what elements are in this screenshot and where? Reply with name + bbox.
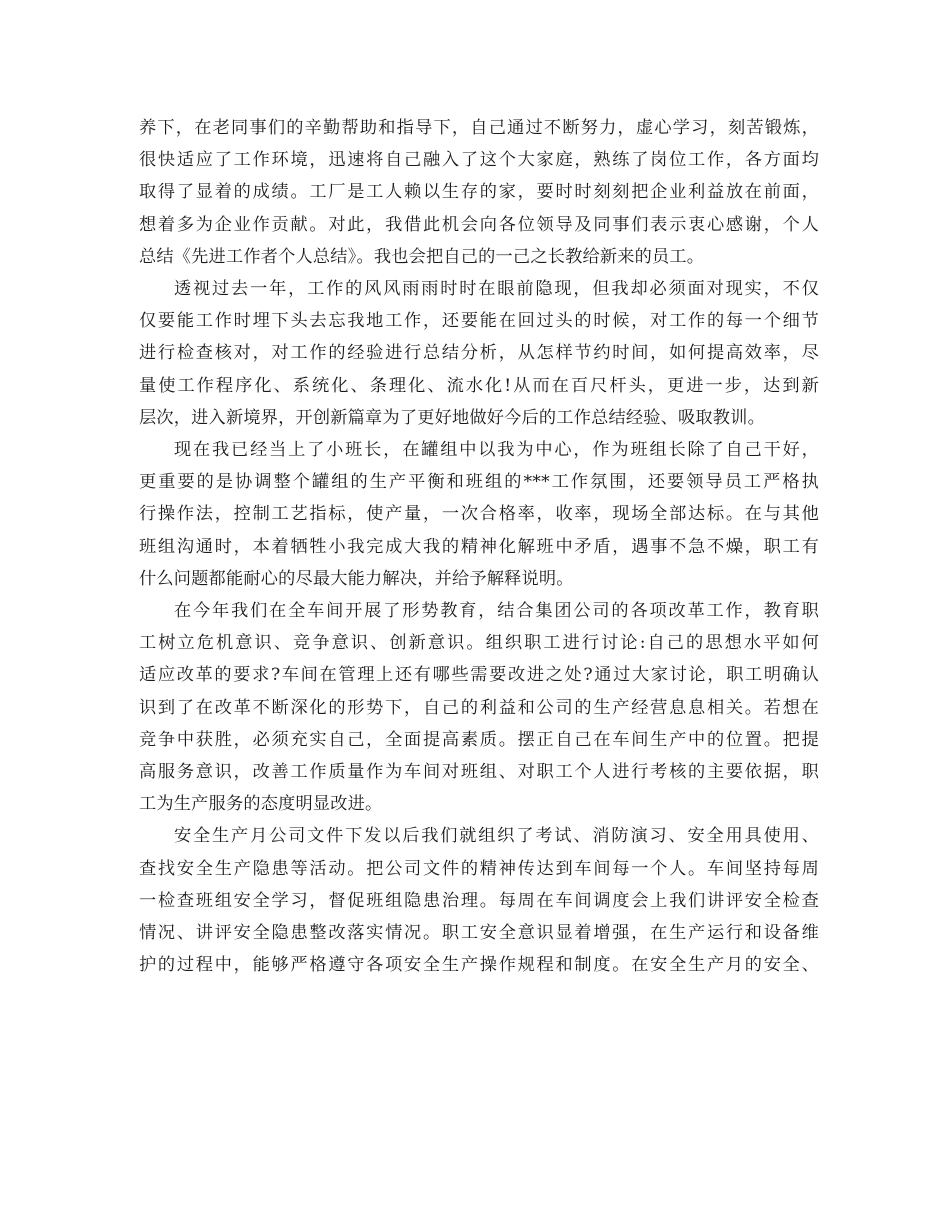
text-line: 一检查班组安全学习，督促班组隐患治理。每周在车间调度会上我们讲评安全检查 <box>139 890 819 911</box>
text-line: 养下，在老同事们的辛勤帮助和指导下，自己通过不断努力，虚心学习，刻苦锻炼， <box>139 118 819 138</box>
text-line: 量使工作程序化、系统化、条理化、流水化!从而在百尺杆头，更进一步，达到新 <box>139 375 819 396</box>
text-line: 透视过去一年，工作的风风雨雨时时在眼前隐现，但我却必须面对现实，不仅 <box>174 279 819 300</box>
text-line: 安全生产月公司文件下发以后我们就组织了考试、消防演习、安全用具使用、 <box>174 826 819 847</box>
text-line: 取得了显着的成绩。工厂是工人赖以生存的家，要时时刻刻把企业利益放在前面， <box>139 182 819 203</box>
text-line: 查找安全生产隐患等活动。把公司文件的精神传达到车间每一个人。车间坚持每周 <box>139 858 819 879</box>
text-line: 高服务意识，改善工作质量作为车间对班组、对职工个人进行考核的主要依据，职 <box>139 762 819 783</box>
text-line: 进行检查核对，对工作的经验进行总结分析，从怎样节约时间，如何提高效率，尽 <box>139 343 819 364</box>
text-line: 仅要能工作时埋下头去忘我地工作，还要能在回过头的时候，对工作的每一个细节 <box>139 311 819 332</box>
text-line: 层次，进入新境界，开创新篇章为了更好地做好今后的工作总结经验、吸取教训。 <box>139 407 765 428</box>
text-line: 现在我已经当上了小班长，在罐组中以我为中心，作为班组长除了自己干好， <box>174 440 819 461</box>
text-line: 行操作法，控制工艺指标，使产量，一次合格率，收率，现场全部达标。在与其他 <box>139 504 819 525</box>
paragraph-2 <box>139 273 819 434</box>
text-line: 竞争中获胜，必须充实自己，全面提高素质。摆正自己在车间生产中的位置。把提 <box>139 729 819 750</box>
paragraph-3 <box>139 434 819 595</box>
text-line: 工树立危机意识、竞争意识、创新意识。组织职工进行讨论:自己的思想水平如何 <box>139 633 819 654</box>
text-line: 在今年我们在全车间开展了形势教育，结合集团公司的各项改革工作，教育职 <box>174 601 819 622</box>
document-page <box>139 112 819 981</box>
text-line: 更重要的是协调整个罐组的生产平衡和班组的***工作氛围，还要领导员工严格执 <box>139 472 819 493</box>
text-line: 护的过程中，能够严格遵守各项安全生产操作规程和制度。在安全生产月的安全、 <box>139 955 819 976</box>
paragraph-5 <box>139 820 819 981</box>
paragraph-4 <box>139 595 819 820</box>
text-line: 总结《先进工作者个人总结》。我也会把自己的一己之长教给新来的员工。 <box>139 246 705 267</box>
text-line: 工为生产服务的态度明显改进。 <box>139 794 383 815</box>
text-line: 识到了在改革不断深化的形势下，自己的利益和公司的生产经营息息相关。若想在 <box>139 697 819 718</box>
text-line: 班组沟通时，本着牺牲小我完成大我的精神化解班中矛盾，遇事不急不燥，职工有 <box>139 536 819 557</box>
paragraph-1 <box>139 112 819 273</box>
text-line: 适应改革的要求?车间在管理上还有哪些需要改进之处?通过大家讨论，职工明确认 <box>139 665 819 686</box>
text-line: 想着多为企业作贡献。对此，我借此机会向各位领导及同事们表示衷心感谢，个人 <box>139 214 819 235</box>
text-line: 什么问题都能耐心的尽最大能力解决，并给予解释说明。 <box>139 568 574 589</box>
text-line: 很快适应了工作环境，迅速将自己融入了这个大家庭，熟练了岗位工作，各方面均 <box>139 150 819 171</box>
text-line: 情况、讲评安全隐患整改落实情况。职工安全意识显着增强，在生产运行和设备维 <box>139 923 819 944</box>
